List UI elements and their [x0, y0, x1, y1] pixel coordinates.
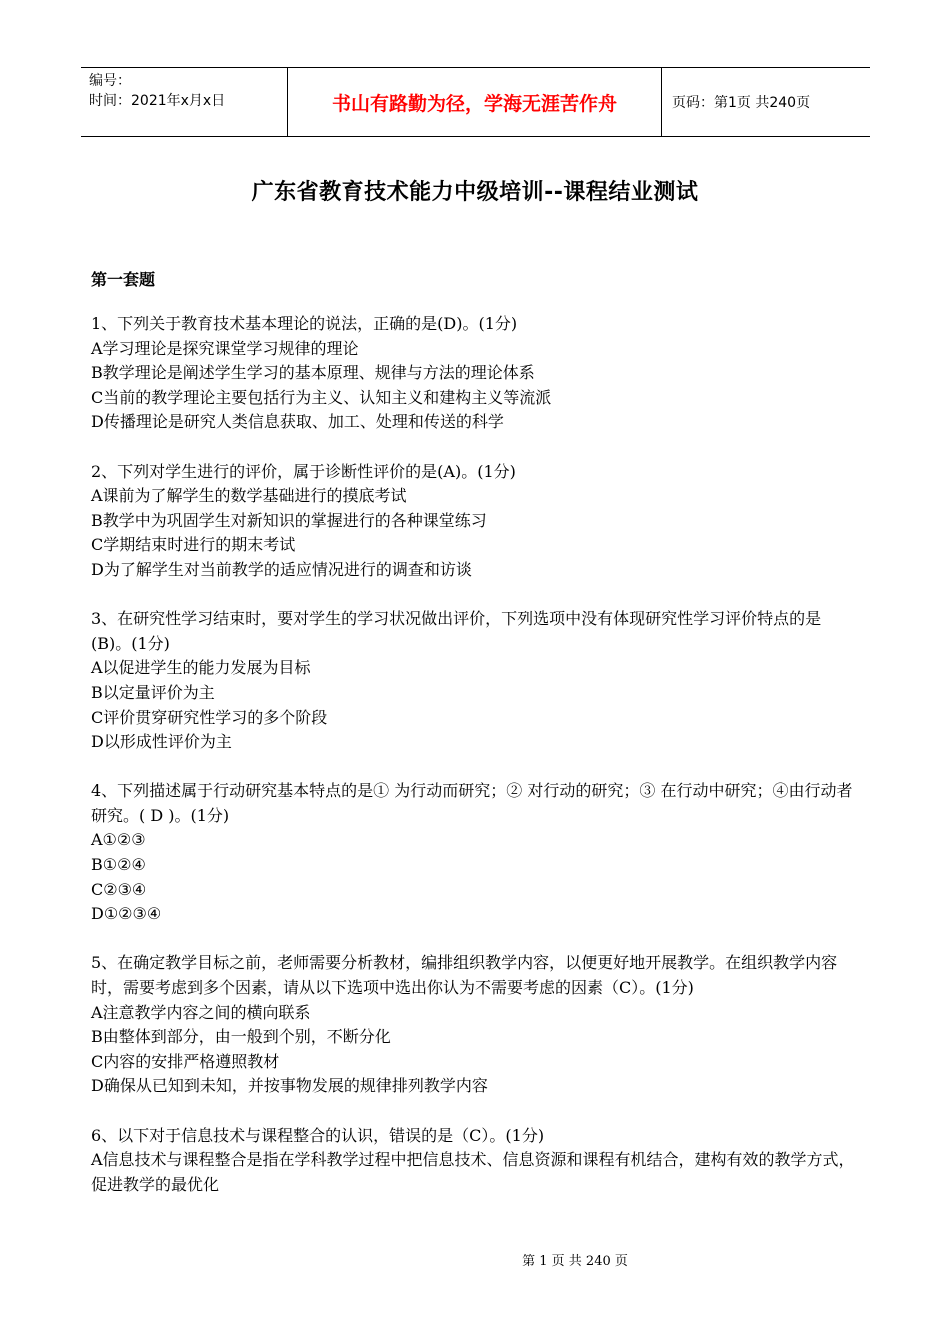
question-stem: 6、以下对于信息技术与课程整合的认识，错误的是（C）。(1分) [91, 1125, 545, 1145]
question-option: B教学理论是阐述学生学习的基本原理、规律与方法的理论体系 [91, 363, 535, 383]
question-option: D以形成性评价为主 [91, 732, 232, 752]
question-stem: 4、下列描述属于行动研究基本特点的是① 为行动而研究；② 对行动的研究；③ 在行动中研究；④由行动者研究。( D )。(1分) [91, 781, 853, 825]
question-option: C评价贯穿研究性学习的多个阶段 [91, 707, 328, 727]
question-option: C学期结束时进行的期末考试 [91, 535, 296, 555]
question-option: B以定量评价为主 [91, 682, 215, 702]
question-option: B教学中为巩固学生对新知识的掌握进行的各种课堂练习 [91, 510, 487, 530]
document-date: 时间：2021年x月x日 [89, 93, 226, 109]
question-1 [91, 312, 861, 435]
question-option: D为了解学生对当前教学的适应情况进行的调查和访谈 [91, 559, 472, 579]
header-motto: 书山有路勤为径，学海无涯苦作舟 [288, 68, 662, 137]
question-stem: 3、在研究性学习结束时，要对学生的学习状况做出评价，下列选项中没有体现研究性学习评价特点的是(B)。(1分) [91, 609, 822, 653]
question-stem: 2、下列对学生进行的评价，属于诊断性评价的是(A)。(1分) [91, 461, 516, 481]
question-option: A注意教学内容之间的横向联系 [91, 1002, 311, 1022]
question-3 [91, 607, 861, 755]
question-option: C内容的安排严格遵照教材 [91, 1051, 280, 1071]
question-6 [91, 1124, 861, 1198]
question-option: A信息技术与课程整合是指在学科教学过程中把信息技术、信息资源和课程有机结合，建构有效的教学方式，促进教学的最优化 [91, 1150, 855, 1194]
question-option: A课前为了解学生的数学基础进行的摸底考试 [91, 486, 407, 506]
question-4 [91, 779, 861, 927]
document-title: 广东省教育技术能力中级培训--课程结业测试 [251, 180, 699, 205]
section-title: 第一套题 [91, 270, 156, 289]
question-option: B由整体到部分，由一般到个别，不断分化 [91, 1027, 391, 1047]
question-option: C②③④ [91, 879, 147, 899]
question-2 [91, 460, 861, 583]
question-5 [91, 951, 861, 1099]
question-stem: 5、在确定教学目标之前，老师需要分析教材，编排组织教学内容，以便更好地开展教学。在组织教学内容时，需要考虑到多个因素，请从以下选项中选出你认为不需要考虑的因素（C）。(1分) [91, 953, 838, 998]
header-page-info: 页码：第1页 共240页 [662, 68, 871, 137]
question-option: D①②③④ [91, 904, 162, 924]
document-number-label: 编号： [89, 73, 131, 89]
question-option: A①②③ [91, 830, 146, 850]
question-option: A学习理论是探究课堂学习规律的理论 [91, 338, 359, 358]
question-list [91, 312, 861, 1222]
question-option: B①②④ [91, 855, 146, 875]
page-header [81, 67, 870, 137]
header-left-cell [81, 68, 288, 137]
question-option: C当前的教学理论主要包括行为主义、认知主义和建构主义等流派 [91, 387, 552, 407]
question-option: D确保从已知到未知，并按事物发展的规律排列教学内容 [91, 1076, 488, 1096]
question-option: D传播理论是研究人类信息获取、加工、处理和传送的科学 [91, 412, 504, 432]
question-stem: 1、下列关于教育技术基本理论的说法，正确的是(D)。(1分) [91, 314, 518, 333]
question-option: A以促进学生的能力发展为目标 [91, 658, 311, 678]
page-footer: 第 1 页 共 240 页 [522, 1254, 628, 1269]
